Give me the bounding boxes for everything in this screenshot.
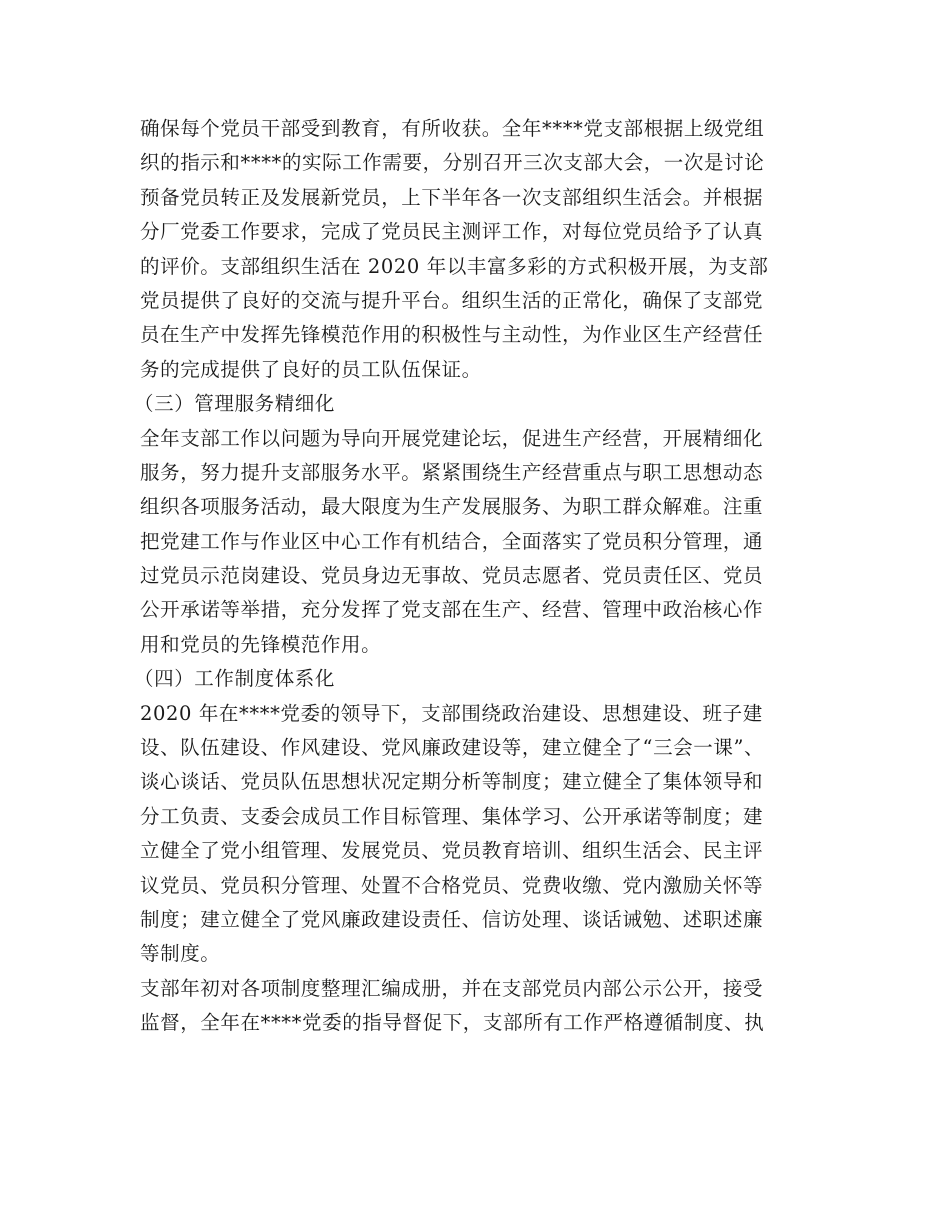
body-line: 监督，全年在****党委的指导督促下，支部所有工作严格遵循制度、执 [140,1011,765,1035]
document-page [134,112,812,1041]
body-line: 确保每个党员干部受到教育，有所收获。全年****党支部根据上级党组 [140,117,765,140]
body-line: 2020 年在****党委的领导下，支部围绕政治建设、思想建设、班子建 [140,701,763,725]
body-line: 的评价。支部组织生活在 2020 年以丰富多彩的方式积极开展，为支部 [140,254,769,278]
body-line: 过党员示范岗建设、党员身边无事故、党员志愿者、党员责任区、党员 [140,564,764,588]
body-line: 分厂党委工作要求，完成了党员民主测评工作，对每位党员给予了认真 [140,220,764,244]
body-line: 等制度。 [140,942,221,966]
section-heading-3: （三）管理服务精细化 [134,392,336,416]
body-line: 党员提供了良好的交流与提升平台。组织生活的正常化，确保了支部党 [140,288,764,312]
body-line: 预备党员转正及发展新党员，上下半年各一次支部组织生活会。并根据 [140,185,764,209]
body-line: 议党员、党员积分管理、处置不合格党员、党费收缴、党内激励关怀等 [140,873,764,897]
body-line: 用和党员的先锋模范作用。 [140,632,382,656]
body-line: 服务，努力提升支部服务水平。紧紧围绕生产经营重点与职工思想动态 [140,460,764,484]
body-line: 设、队伍建设、作风建设、党风廉政建设等，建立健全了“三会一课”、 [140,736,765,760]
body-line: 谈心谈话、党员队伍思想状况定期分析等制度；建立健全了集体领导和 [140,770,764,794]
body-line: 公开承诺等举措，充分发挥了党支部在生产、经营、管理中政治核心作 [140,598,764,622]
body-line: 支部年初对各项制度整理汇编成册，并在支部党员内部公示公开，接受 [140,976,764,1000]
section-heading-4: （四）工作制度体系化 [134,667,336,691]
body-line: 组织各项服务活动，最大限度为生产发展服务、为职工群众解难。注重 [140,495,764,519]
body-line: 务的完成提供了良好的员工队伍保证。 [140,357,482,381]
body-line: 制度；建立健全了党风廉政建设责任、信访处理、谈话诫勉、述职述廉 [140,907,764,931]
body-line: 把党建工作与作业区中心工作有机结合，全面落实了党员积分管理，通 [140,529,764,553]
body-line: 织的指示和****的实际工作需要，分别召开三次支部大会，一次是讨论 [140,151,765,175]
body-line: 员在生产中发挥先锋模范作用的积极性与主动性，为作业区生产经营任 [140,323,764,347]
body-line: 全年支部工作以问题为导向开展党建论坛，促进生产经营，开展精细化 [140,426,764,450]
body-line: 立健全了党小组管理、发展党员、党员教育培训、组织生活会、民主评 [140,839,764,863]
body-line: 分工负责、支委会成员工作目标管理、集体学习、公开承诺等制度；建 [140,804,764,828]
